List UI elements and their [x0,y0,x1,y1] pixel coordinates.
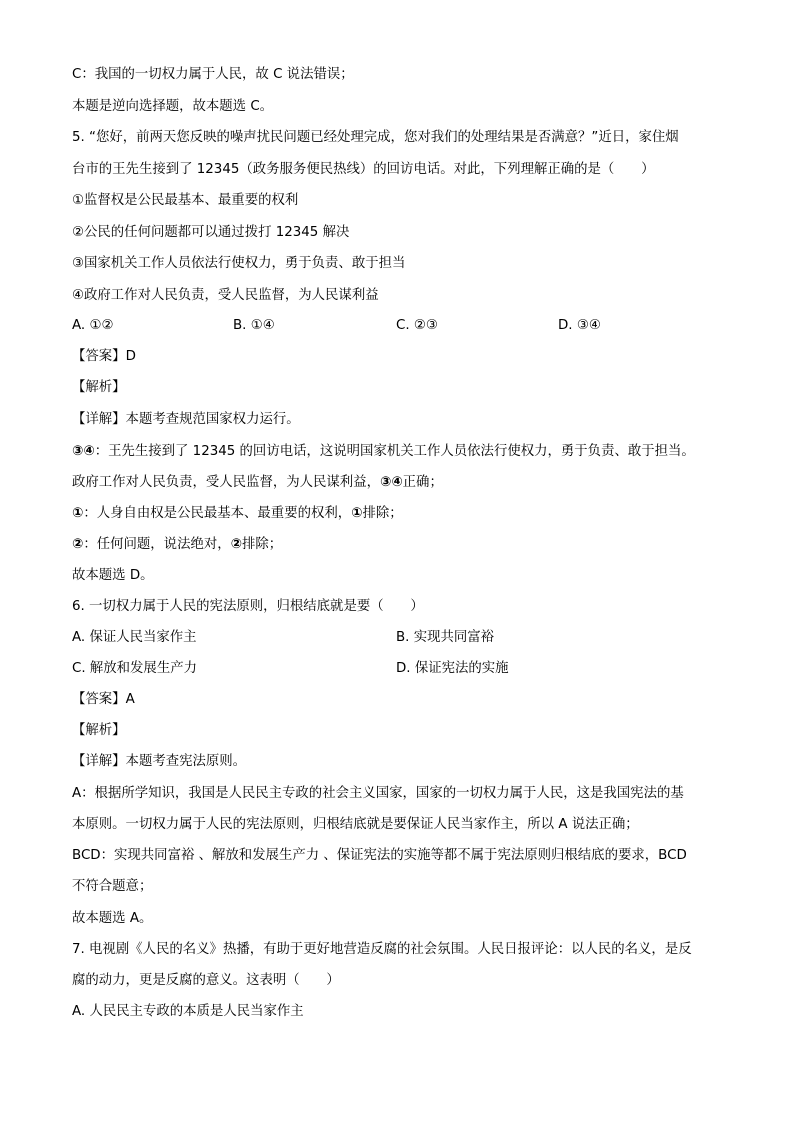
question-5-item: ③国家机关工作人员依法行使权力，勇于负责、敢于担当 [72,256,406,271]
detail-text: ：王先生接到了 12345 的回访电话，这说明国家机关工作人员依法行使权力，勇于负责、敢于担当。 [94,444,695,459]
conclusion-line: 故本题选 A。 [72,911,153,926]
question-5-option-a: A. ①② [72,318,114,333]
detail-line [72,505,403,523]
question-5-item: ②公民的任何问题都可以通过拨打 12345 解决 [72,225,350,240]
question-6-option-b: B. 实现共同富裕 [396,630,495,645]
text-line: C：我国的一切权力属于人民，故 C 说法错误； [72,67,354,82]
item-ref: ③④ [72,444,95,459]
conclusion-line: 故本题选 D。 [72,568,154,583]
analysis-tag: 【解析】 [72,723,126,738]
detail-text: 排除； [362,506,403,521]
question-7-stem: 7. 电视剧《人民的名义》热播，有助于更好地营造反腐的社会氛围。人民日报评论：以人民的名义，是反 [72,942,692,957]
detail-text: 排除； [241,537,283,552]
detail-text: ：任何问题，说法绝对， [83,537,231,552]
item-ref: ① [72,506,84,521]
detail-line [72,443,695,461]
answer-value: A [125,692,135,707]
question-5-option-d: D. ③④ [558,318,601,333]
question-5-option-b: B. ①④ [233,318,275,333]
detail-line: 【详解】本题考查规范国家权力运行。 [72,412,300,427]
question-7-stem: 腐的动力，更是反腐的意义。这表明（ ） [72,973,340,988]
question-5-item: ①监督权是公民最基本、最重要的权利 [72,193,299,208]
question-6-option-a: A. 保证人民当家作主 [72,630,197,645]
detail-text: 政府工作对人民负责，受人民监督，为人民谋利益， [72,475,380,490]
question-5-stem: 台市的王先生接到了 12345（政务服务便民热线）的回访电话。对此，下列理解正确的是（ ） [72,162,655,177]
question-5-option-c: C. ②③ [396,318,438,333]
detail-line: BCD：实现共同富裕 、解放和发展生产力 、保证宪法的实施等都不属于宪法原则归根结底的要求，BCD [72,848,687,863]
question-5-item: ④政府工作对人民负责，受人民监督，为人民谋利益 [72,288,379,303]
detail-text: 正确； [402,475,443,490]
analysis-tag: 【解析】 [72,380,126,395]
answer-line [72,348,136,366]
text-line: 本题是逆向选择题，故本题选 C。 [72,99,274,114]
answer-value: D [125,349,136,364]
answer-tag: 【答案】 [72,349,126,364]
detail-line [72,536,282,554]
detail-line: 不符合题意； [72,879,153,894]
question-7-option-a: A. 人民民主专政的本质是人民当家作主 [72,1004,304,1019]
detail-line [72,474,443,492]
question-6-stem: 6. 一切权力属于人民的宪法原则，归根结底就是要（ ） [72,599,424,614]
question-6-option-d: D. 保证宪法的实施 [396,661,509,676]
question-6-option-c: C. 解放和发展生产力 [72,661,197,676]
item-ref: ② [72,537,84,552]
answer-line [72,691,135,709]
item-ref: ① [351,506,363,521]
question-5-stem: 5. “您好，前两天您反映的噪声扰民问题已经处理完成，您对我们的处理结果是否满意？”近日，家住烟 [72,130,679,145]
item-ref: ② [230,537,242,552]
detail-text: ：人身自由权是公民最基本、最重要的权利， [83,506,352,521]
detail-line: A：根据所学知识，我国是人民民主专政的社会主义国家，国家的一切权力属于人民，这是我国宪法的基 [72,786,684,801]
item-ref: ③④ [379,475,403,490]
answer-tag: 【答案】 [72,692,126,707]
detail-line: 【详解】本题考查宪法原则。 [72,754,247,769]
detail-line: 本原则。一切权力属于人民的宪法原则，归根结底就是要保证人民当家作主，所以 A 说法正确； [72,817,639,832]
